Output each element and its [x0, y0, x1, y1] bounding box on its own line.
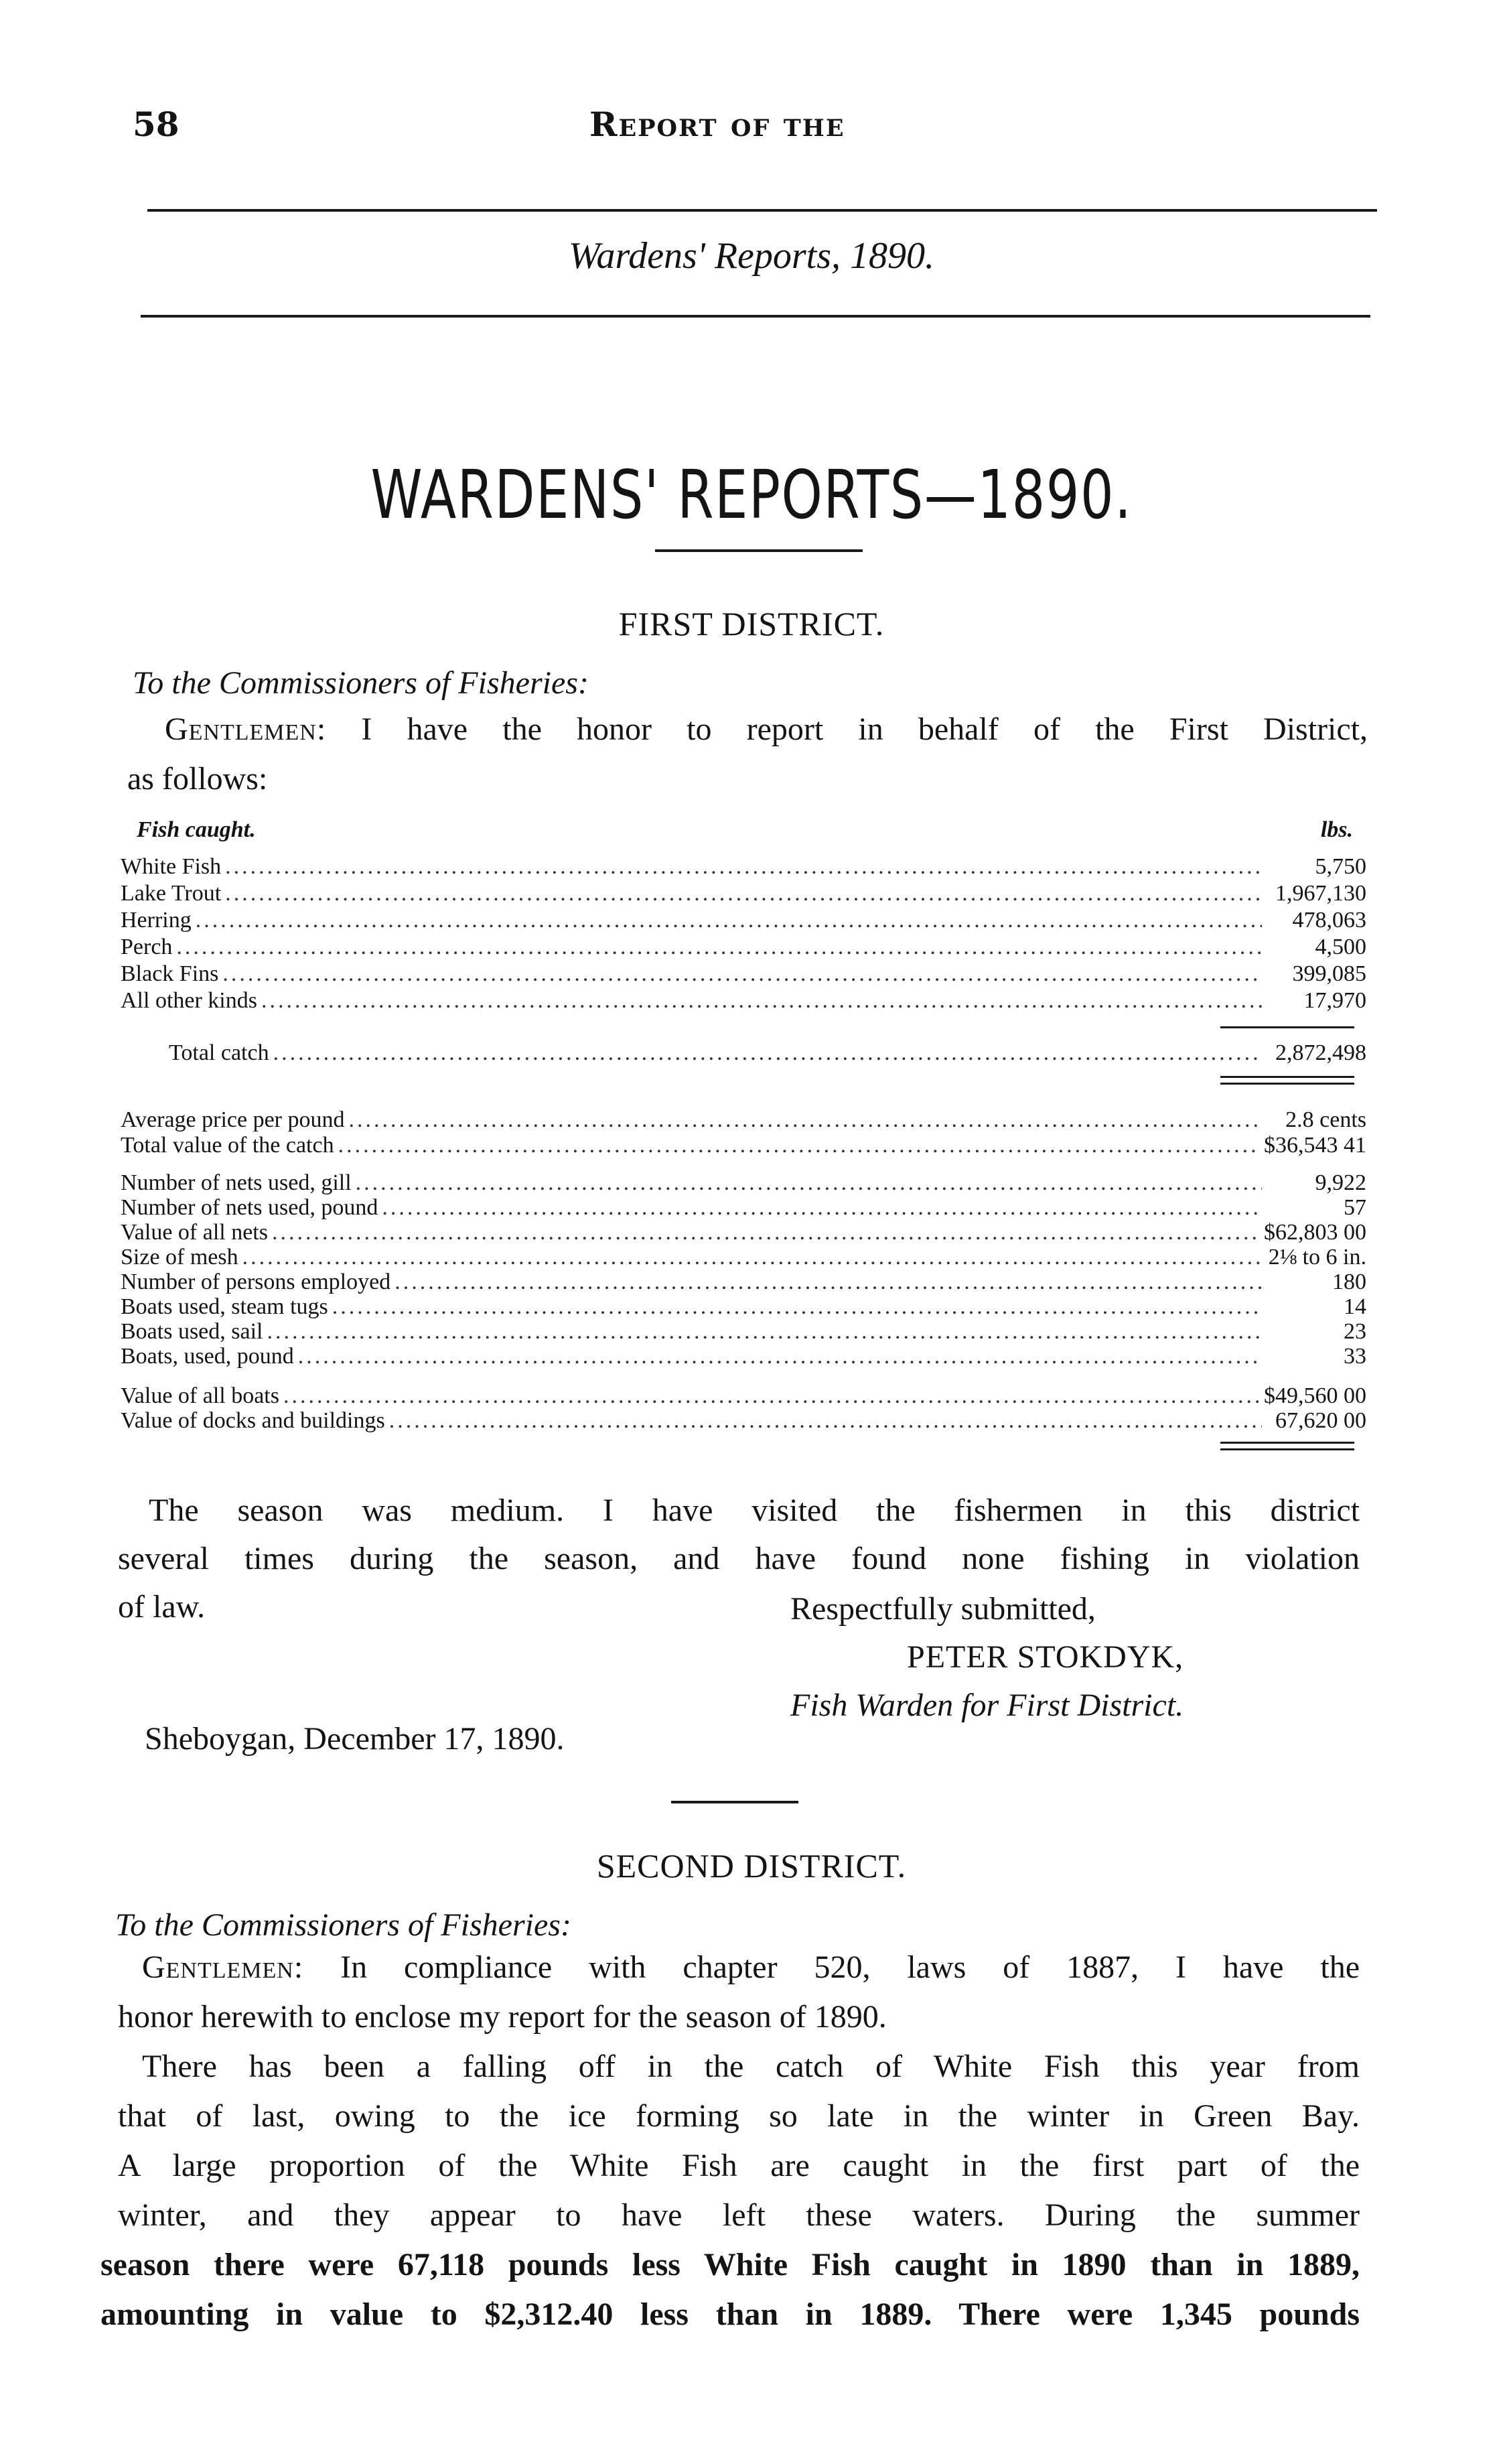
second-district-line4: that of last, owing to the ice forming so late in the winter in Green Bay. — [118, 2098, 1360, 2134]
page-number: 58 — [133, 105, 180, 144]
first-district-body-line2: several times during the season, and have found none fishing in violation — [118, 1541, 1360, 1576]
table-row: Lake Trout ..... 1,967,130 — [121, 879, 1366, 906]
table-row: White Fish ..... 5,750 — [121, 852, 1366, 879]
first-district-body-line1: The season was medium. I have visited the fishermen in this district — [149, 1493, 1360, 1528]
table-row: Total value of the catch ..... $36,543 41 — [121, 1131, 1366, 1158]
table-row: Herring ..... 478,063 — [121, 906, 1366, 933]
first-district-body-line3: of law. — [118, 1589, 206, 1625]
value-double-rule-1 — [1220, 1442, 1354, 1444]
value-double-rule-2 — [1220, 1448, 1354, 1450]
section-divider-rule — [671, 1801, 798, 1803]
table-row: Average price per pound ..... 2.8 cents — [121, 1105, 1366, 1132]
second-district-line2: honor herewith to enclose my report for the season of 1890. — [118, 1999, 887, 2035]
second-district-line7: season there were 67,118 pounds less White Fish caught in 1890 than in 1889, — [100, 2247, 1360, 2282]
total-double-rule-2 — [1220, 1083, 1354, 1085]
table-row: Perch ..... 4,500 — [121, 933, 1366, 959]
second-district-line6: winter, and they appear to have left these waters. During the summer — [118, 2197, 1360, 2233]
first-district-catch-table — [121, 817, 1366, 1460]
table-row: Number of nets used, gill ..... 9,922 — [121, 1168, 1366, 1195]
second-district-salutation: To the Commissioners of Fisheries: — [115, 1907, 571, 1943]
title-rule — [655, 549, 863, 552]
table-row: Size of mesh ..... 2⅛ to 6 in. — [121, 1243, 1366, 1270]
signer-title: Fish Warden for First District. — [790, 1688, 1184, 1723]
table-row: Number of persons employed ..... 180 — [121, 1268, 1366, 1294]
page-title: WARDENS' REPORTS—1890. — [370, 456, 1133, 534]
table-row: All other kinds ..... 17,970 — [121, 986, 1366, 1013]
intro-text-line1: I have the honor to report in behalf of the First District, — [361, 711, 1368, 747]
column-header-fish-caught: Fish caught. — [137, 817, 256, 842]
signer-name: PETER STOKDYK, — [907, 1639, 1184, 1675]
table-row: Value of docks and buildings ..... 67,620 00 — [121, 1406, 1366, 1433]
gentlemen-label: Gentlemen: — [165, 711, 327, 747]
table-row: Black Fins ..... 399,085 — [121, 959, 1366, 986]
table-row: Number of nets used, pound ..... 57 — [121, 1193, 1366, 1220]
running-subtitle: Wardens' Reports, 1890. — [568, 235, 935, 277]
total-double-rule-1 — [1220, 1076, 1354, 1078]
table-row: Value of all boats ..... $49,560 00 — [121, 1381, 1366, 1408]
place-date: Sheboygan, December 17, 1890. — [145, 1721, 565, 1757]
total-catch-row: Total catch ..... 2,872,498 — [121, 1038, 1366, 1065]
second-district-line1 — [142, 1943, 1360, 1992]
column-header-lbs: lbs. — [1320, 817, 1353, 842]
second-district-line3: There has been a falling off in the catch of White Fish this year from — [142, 2049, 1360, 2084]
header-rule-bottom — [141, 315, 1370, 318]
table-row: Boats used, steam tugs ..... 14 — [121, 1292, 1366, 1319]
table-row: Boats used, sail ..... 23 — [121, 1317, 1366, 1344]
table-row: Boats, used, pound ..... 33 — [121, 1342, 1366, 1369]
header-rule-top — [147, 209, 1377, 212]
second-district-heading: SECOND DISTRICT. — [596, 1847, 907, 1885]
first-district-salutation: To the Commissioners of Fisheries: — [133, 665, 589, 701]
first-district-intro-line1 — [165, 705, 1368, 754]
compliance-text: In compliance with chapter 520, laws of 1887, I have the — [340, 1949, 1360, 1985]
running-title: Report of the — [589, 105, 845, 144]
gentlemen-label: Gentlemen: — [142, 1949, 304, 1985]
table-row: Value of all nets ..... $62,803 00 — [121, 1218, 1366, 1245]
first-district-heading: FIRST DISTRICT. — [618, 605, 885, 642]
subtotal-rule — [1220, 1026, 1354, 1028]
second-district-line5: A large proportion of the White Fish are caught in the first part of the — [118, 2148, 1360, 2183]
closing-phrase: Respectfully submitted, — [790, 1591, 1096, 1627]
second-district-line8: amounting in value to $2,312.40 less than in 1889. There were 1,345 pounds — [100, 2297, 1360, 2332]
first-district-intro-line2: as follows: — [127, 761, 268, 797]
